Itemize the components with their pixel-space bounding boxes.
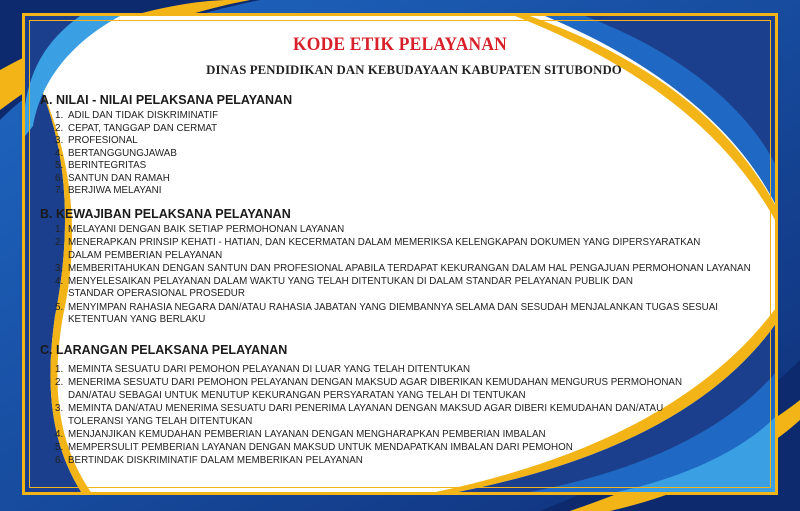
list-item <box>55 429 682 442</box>
page-title: KODE ETIK PELAYANAN <box>293 34 507 55</box>
list-item-number: 4. <box>55 275 64 287</box>
list-item-number: 3. <box>55 262 64 274</box>
list-item-text: PROFESIONAL <box>68 135 138 146</box>
list-item <box>55 403 682 428</box>
section-a-heading: A. NILAI - NILAI PELAKSANA PELAYANAN <box>40 93 293 107</box>
list-item-text: SANTUN DAN RAMAH <box>68 172 170 184</box>
list-item-text: BERJIWA MELAYANI <box>68 185 162 196</box>
list-item-text: MENERAPKAN PRINSIP KEHATI - HATIAN, DAN KECERMATAN DALAM MEMERIKSA KELENGKAPAN DOKUMEN YANG DIPERSYARATKAN DALAM PEMBERIAN PELAYANAN <box>68 237 701 261</box>
section-c-heading: C. LARANGAN PELAKSANA PELAYANAN <box>40 343 288 357</box>
list-item <box>55 173 218 186</box>
list-item-number: 2. <box>55 122 64 134</box>
list-item-number: 7. <box>55 185 64 196</box>
list-item <box>55 377 682 402</box>
list-item-text: MEMINTA SESUATU DARI PEMOHON PELAYANAN DI LUAR YANG TELAH DITENTUKAN <box>68 364 471 375</box>
list-item <box>55 364 682 377</box>
list-item-text: CEPAT, TANGGAP DAN CERMAT <box>68 122 218 134</box>
section-b-heading: B. KEWAJIBAN PELAKSANA PELAYANAN <box>40 207 291 221</box>
section-b-list <box>55 224 751 327</box>
list-item-number: 1. <box>55 110 64 121</box>
list-item-number: 5. <box>55 301 64 313</box>
list-item <box>55 148 218 161</box>
list-item <box>55 442 682 455</box>
list-item-text: MEMPERSULIT PEMBERIAN LAYANAN DENGAN MAKSUD UNTUK MENDAPATKAN IMBALAN DARI PEMOHON <box>68 441 573 453</box>
list-item-text: MELAYANI DENGAN BAIK SETIAP PERMOHONAN LAYANAN <box>68 224 345 235</box>
list-item-text: BERINTEGRITAS <box>68 160 147 171</box>
list-item-number: 5. <box>55 160 64 171</box>
list-item-text: MENERIMA SESUATU DARI PEMOHON PELAYANAN DENGAN MAKSUD AGAR DIBERIKAN KEMUDAHAN MENGURUS PERMOHONAN DAN/ATAU SEBAGAI UNTUK MENUTUP KEKURANGAN PERSYARATAN YANG TELAH DI TENTUKAN <box>68 377 683 401</box>
list-item-number: 1. <box>55 364 64 375</box>
list-item-number: 3. <box>55 135 64 146</box>
list-item-number: 6. <box>55 172 64 184</box>
section-c-list <box>55 364 682 468</box>
list-item <box>55 237 751 262</box>
list-item-number: 1. <box>55 224 64 235</box>
list-item-text: MENYELESAIKAN PELAYANAN DALAM WAKTU YANG TELAH DITENTUKAN DI DALAM STANDAR PELAYANAN PUBLIK DAN STANDAR OPERASIONAL PROSEDUR <box>68 275 633 300</box>
list-item <box>55 263 751 276</box>
list-item-number: 3. <box>55 402 64 414</box>
list-item-text: MEMBERITAHUKAN DENGAN SANTUN DAN PROFESIONAL APABILA TERDAPAT KEKURANGAN DALAM HAL PENGAJUAN PERMOHONAN LAYANAN <box>68 262 751 274</box>
list-item-number: 4. <box>55 428 64 440</box>
list-item <box>55 276 751 301</box>
list-item <box>55 185 218 198</box>
list-item-number: 2. <box>55 377 64 389</box>
list-item <box>55 135 218 148</box>
list-item-text: BERTINDAK DISKRIMINATIF DALAM MEMBERIKAN PELAYANAN <box>68 455 363 467</box>
list-item <box>55 224 751 237</box>
list-item-number: 2. <box>55 237 64 249</box>
section-a-list <box>55 110 218 198</box>
list-item-text: MENYIMPAN RAHASIA NEGARA DAN/ATAU RAHASIA JABATAN YANG DIEMBANNYA SELAMA DAN SESUDAH MENJALANKAN TUGAS SESUAI KETENTUAN YANG BERLAKU <box>68 301 719 326</box>
page-subtitle: DINAS PENDIDIKAN DAN KEBUDAYAAN KABUPATEN SITUBONDO <box>206 63 622 77</box>
list-item-text: BERTANGGUNGJAWAB <box>68 147 177 159</box>
list-item-number: 5. <box>55 441 64 453</box>
list-item-text: ADIL DAN TIDAK DISKRIMINATIF <box>68 110 219 121</box>
list-item-text: MENJANJIKAN KEMUDAHAN PEMBERIAN LAYANAN DENGAN MENGHARAPKAN PEMBERIAN IMBALAN <box>68 428 546 440</box>
list-item <box>55 110 218 123</box>
list-item <box>55 455 682 468</box>
list-item-number: 6. <box>55 455 64 467</box>
list-item <box>55 160 218 173</box>
list-item-number: 4. <box>55 147 64 159</box>
list-item <box>55 123 218 136</box>
list-item-text: MEMINTA DAN/ATAU MENERIMA SESUATU DARI PENERIMA LAYANAN DENGAN MAKSUD AGAR DIBERI KEMUDAHAN DAN/ATAU TOLERANSI YANG TELAH DITENTUKAN <box>68 402 664 427</box>
list-item <box>55 302 751 327</box>
